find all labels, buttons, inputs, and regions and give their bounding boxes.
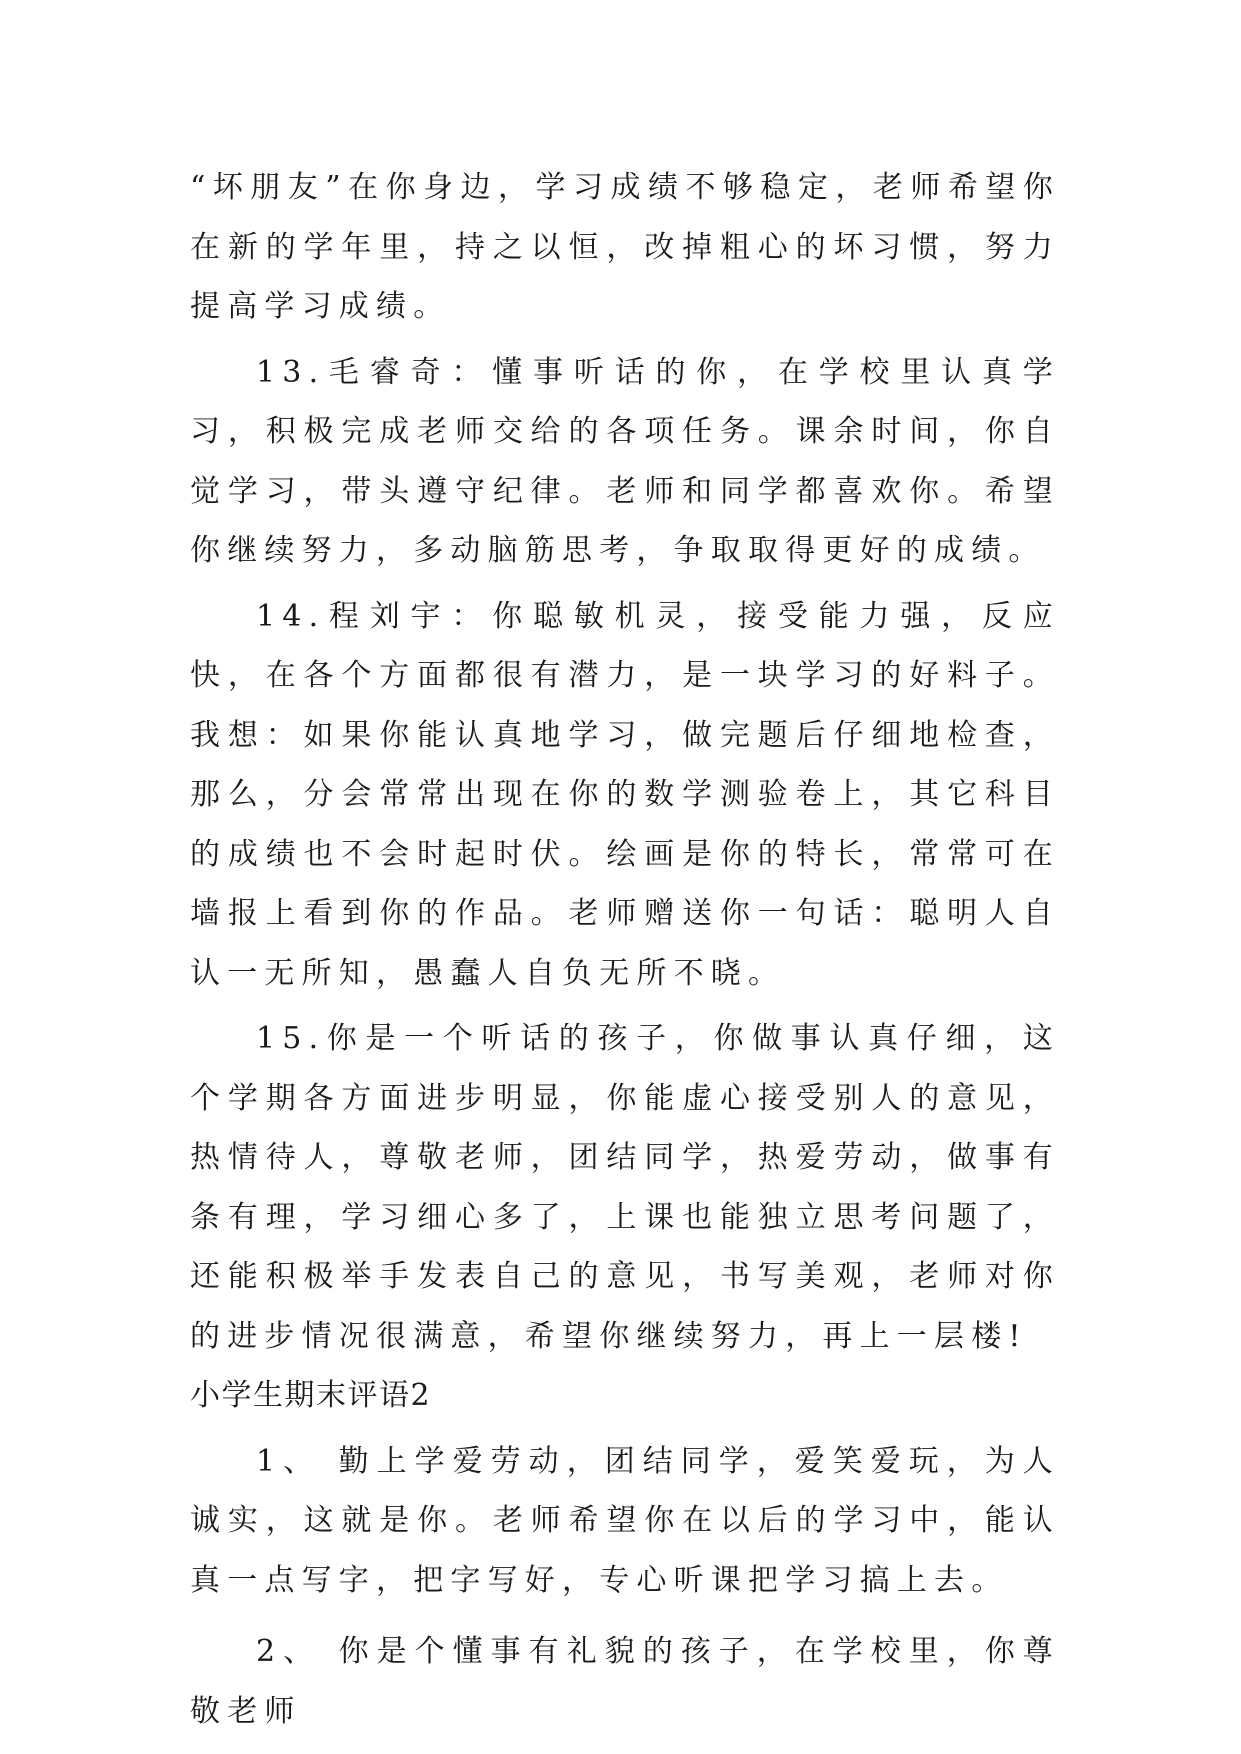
list-item-2: 2、 你是个懂事有礼貌的孩子，在学校里，你尊敬老师 [190,1634,1060,1729]
paragraph-item-14: 14.程刘宇：你聪敏机灵，接受能力强，反应快，在各个方面都很有潜力，是一块学习的好料子。我想：如果你能认真地学习，做完题后仔细地检查，那么，分会常常出现在你的数学测验卷上，其它科目的成绩也不会时起时伏。绘画是你的特长，常常可在墙报上看到你的作品。老师赠送你一句话：聪明人自认一无所知，愚蠢人自负无所不晓。 [190,598,1060,991]
list-item-1: 1、 勤上学爱劳动，团结同学，爱笑爱玩，为人诚实，这就是你。老师希望你在以后的学习中，能认真一点写字，把字写好，专心听课把学习搞上去。 [190,1443,1060,1598]
paragraph-item-15: 15.你是一个听话的孩子，你做事认真仔细，这个学期各方面进步明显，你能虚心接受别人的意见，热情待人，尊敬老师，团结同学，热爱劳动，做事有条有理，学习细心多了，上课也能独立思考问题了，还能积极举手发表自己的意见，书写美观，老师对你的进步情况很满意，希望你继续努力，再上一层楼! [190,1021,1060,1354]
section-heading: 小学生期末评语2 [190,1378,432,1413]
paragraph-continuation: “坏朋友”在你身边，学习成绩不够稳定，老师希望你在新的学年里，持之以恒，改掉粗心的坏习惯，努力提高学习成绩。 [190,170,1060,324]
paragraph-item-13: 13.毛睿奇：懂事听话的你，在学校里认真学习，积极完成老师交给的各项任务。课余时间，你自觉学习，带头遵守纪律。老师和同学都喜欢你。希望你继续努力，多动脑筋思考，争取取得更好的成绩。 [190,354,1060,568]
document-page [190,158,1060,1741]
